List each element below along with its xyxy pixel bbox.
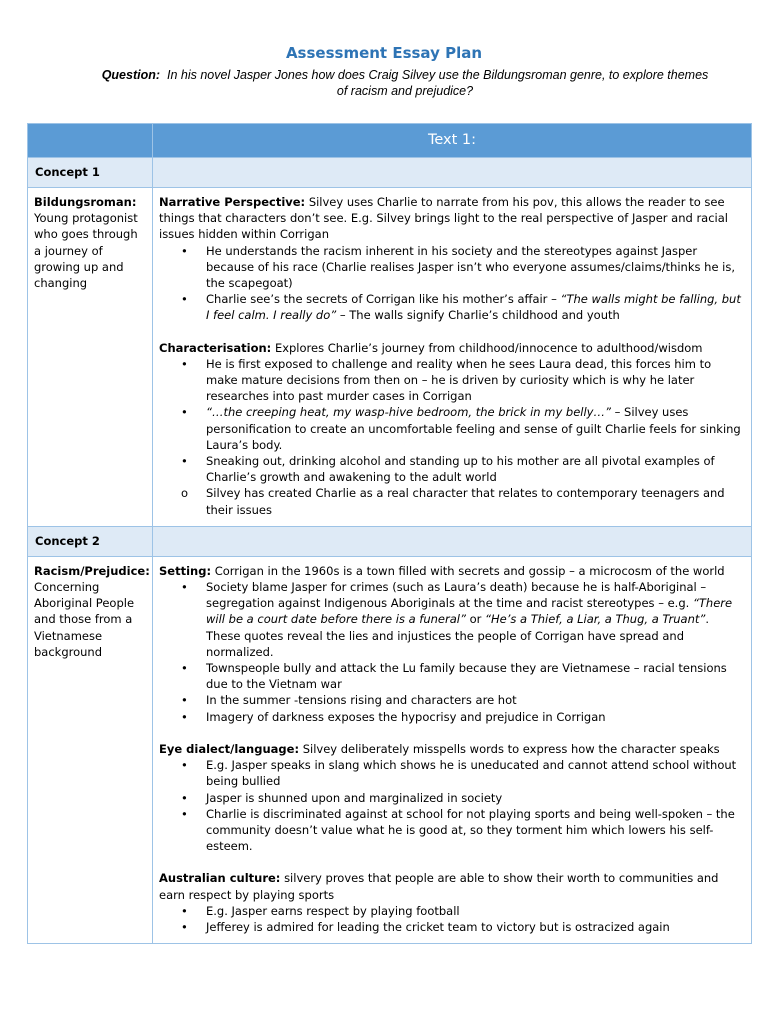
concept1-label: Concept 1 (28, 158, 153, 188)
australian-culture-text: silvery proves that people are able to show their worth to communities and earn respect by playing sports (159, 871, 719, 902)
concept1-left-cell (28, 188, 153, 527)
concept1-row (28, 158, 752, 188)
essay-plan-table (27, 123, 752, 944)
concept2-title: Racism/Prejudice: (34, 563, 150, 578)
narrative-perspective-heading: Narrative Perspective: (159, 195, 306, 209)
setting-paragraph (159, 563, 745, 579)
bullet-marker: • (181, 709, 188, 724)
list-item-text: or (465, 612, 486, 627)
list-item-text: He understands the racism inherent in his society and the stereotypes against Jasper because of his race (Charlie realises Jasper isn’t who everyone assumes/claims/thinks he is, the scapegoat) (206, 243, 736, 291)
list-item-text: He is first exposed to challenge and reality when he sees Laura dead, this forces him to make mature decisions from then on – he is driven by curiosity which is why he later researches into past murder cases in Corrigan (206, 356, 712, 404)
characterisation-text: Explores Charlie’s journey from childhood/innocence to adulthood/wisdom (274, 340, 703, 355)
list-item-text: Sneaking out, drinking alcohol and standing up to his mother are all pivotal examples of Charlie’s growth and awakening to the adult world (206, 454, 715, 485)
bullet-marker: • (181, 292, 188, 307)
bullet-marker: • (181, 243, 188, 258)
concept2-left-cell (28, 556, 153, 943)
list-item-text: Jasper is shunned upon and marginalized in society (206, 790, 503, 805)
characterisation-heading: Characterisation: (159, 340, 272, 355)
list-item (159, 453, 745, 485)
australian-culture-paragraph (159, 870, 745, 902)
concept2-content-row (28, 556, 752, 943)
bullet-marker: • (181, 758, 188, 773)
bullet-marker: • (181, 790, 188, 805)
list-item-text: Imagery of darkness exposes the hypocrisy and prejudice in Corrigan (206, 709, 606, 724)
quote: “…the creeping heat, my wasp-hive bedroom, the brick in my belly…” (206, 405, 611, 420)
australian-culture-heading: Australian culture: (159, 871, 281, 886)
characterisation-list (159, 356, 745, 518)
question-text: In his novel Jasper Jones how does Craig Silvey use the Bildungsroman genre, to explore themes of racism and prejudice? (167, 68, 709, 98)
bullet-marker: • (181, 454, 188, 469)
concept1-title: Bildungsroman: (34, 195, 137, 209)
header-blank-cell (28, 124, 153, 158)
bullet-marker: • (181, 919, 188, 934)
setting-heading: Setting: (159, 563, 212, 578)
bullet-marker: • (181, 580, 188, 595)
list-item (159, 579, 745, 660)
quote: “There will be a court date before there is a funeral” (206, 596, 733, 627)
concept1-description: Young protagonist who goes through a journey of growing up and changing (34, 211, 138, 291)
eye-dialect-paragraph (159, 741, 745, 757)
essay-question (100, 67, 710, 99)
narrative-perspective-text: Silvey uses Charlie to narrate from his pov, this allows the reader to see things that characters don’t see. E.g. Silvey brings light to the real perspective of Jasper and racial issues hidden within Corrigan (159, 195, 728, 242)
document-title: Assessment Essay Plan (285, 44, 483, 62)
australian-culture-list (159, 903, 745, 935)
list-item (159, 709, 745, 725)
list-item (159, 243, 745, 292)
circle-marker: o (181, 486, 189, 501)
concept2-blank-cell (153, 526, 752, 556)
setting-list (159, 579, 745, 725)
text1-header: Text 1: (153, 124, 752, 158)
quote: “The walls might be falling, but I feel calm. I really do” (206, 292, 741, 323)
list-item (159, 790, 745, 806)
setting-text: Corrigan in the 1960s is a town filled with secrets and gossip – a microcosm of the world (214, 563, 725, 578)
list-item-text: . These quotes reveal the lies and injustices the people of Corrigan have spread and normalized. (206, 612, 710, 659)
concept1-right-cell (153, 188, 752, 527)
eye-dialect-text: Silvey deliberately misspells words to express how the character speaks (302, 741, 720, 756)
list-item-text: Townspeople bully and attack the Lu family because they are Vietnamese – racial tensions due to the Vietnam war (206, 661, 727, 692)
concept2-description: Concerning Aboriginal People and those from a Vietnamese background (34, 580, 135, 659)
concept2-row (28, 526, 752, 556)
list-item-text: Charlie is discriminated against at school for not playing sports and being well-spoken – the community doesn’t value what he is good at, so they torment him which lowers his self-esteem. (206, 806, 735, 854)
list-item (159, 404, 745, 453)
list-item (159, 919, 745, 935)
eye-dialect-heading: Eye dialect/language: (159, 741, 300, 756)
quote: “He’s a Thief, a Liar, a Thug, a Truant” (485, 612, 706, 627)
list-item (159, 806, 745, 855)
list-item (159, 692, 745, 708)
concept1-content-row (28, 188, 752, 527)
concept2-right-cell (153, 556, 752, 943)
list-item-text: Jefferey is admired for leading the cricket team to victory but is ostracized again (206, 919, 670, 934)
bullet-marker: • (181, 661, 188, 676)
list-item (159, 660, 745, 692)
list-item (159, 903, 745, 919)
bullet-marker: • (181, 356, 188, 371)
list-item-text: Silvey has created Charlie as a real character that relates to contemporary teenagers and their issues (206, 486, 725, 517)
bullet-marker: • (181, 903, 188, 918)
concept2-label: Concept 2 (28, 526, 153, 556)
list-item (159, 291, 745, 323)
list-item-text: Society blame Jasper for crimes (such as Laura’s death) because he is half-Aboriginal – segregation against Indigenous Aboriginals at the time and racist stereotypes – e.g. (206, 580, 707, 611)
list-item-text: – The walls signify Charlie’s childhood and youth (336, 308, 620, 323)
narrative-perspective-list (159, 243, 745, 324)
list-item-text: In the summer -tensions rising and characters are hot (206, 693, 517, 708)
list-item (159, 356, 745, 405)
bullet-marker: • (181, 693, 188, 708)
bullet-marker: • (181, 806, 188, 821)
eye-dialect-list (159, 757, 745, 854)
narrative-perspective-paragraph (159, 194, 745, 243)
list-item-text: E.g. Jasper earns respect by playing football (206, 903, 460, 918)
list-item-text: E.g. Jasper speaks in slang which shows he is uneducated and cannot attend school without being bullied (206, 758, 737, 789)
bullet-marker: • (181, 405, 188, 420)
table-header-row (28, 124, 752, 158)
list-item (159, 485, 745, 517)
question-label: Question: (101, 68, 161, 82)
list-item-text: Charlie see’s the secrets of Corrigan like his mother’s affair – (206, 292, 561, 307)
list-item-text: – Silvey uses personification to create an uncomfortable feeling and sense of guilt Charlie feels for sinking Laura’s body. (206, 405, 741, 452)
concept1-blank-cell (153, 158, 752, 188)
list-item (159, 757, 745, 789)
characterisation-paragraph (159, 340, 745, 356)
